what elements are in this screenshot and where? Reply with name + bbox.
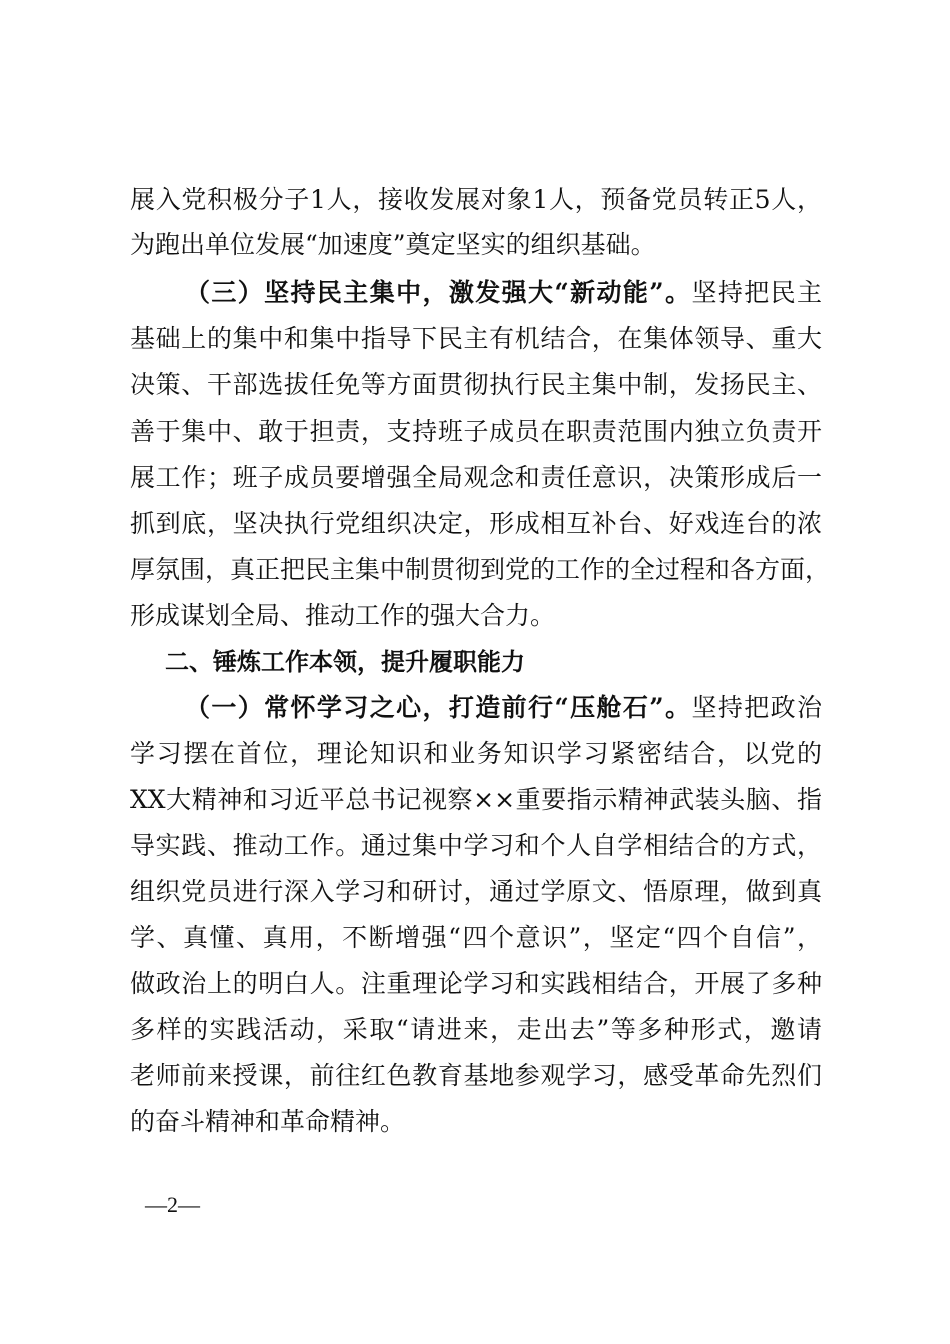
text-line: 学、真懂、真用，不断增强“四个意识”，坚定“四个自信”，: [130, 923, 822, 952]
text-span: 坚持把民主: [691, 278, 822, 307]
text-line: 学习摆在首位，理论知识和业务知识学习紧密结合，以党的: [130, 739, 822, 768]
text-line: 为跑出单位发展“加速度”奠定坚实的组织基础。: [130, 230, 656, 259]
subsection-heading: （三）坚持民主集中，激发强大“新动能”。: [185, 278, 692, 307]
text-line: 善于集中、敢于担责，支持班子成员在职责范围内独立负责开: [130, 417, 822, 446]
page-number: —2—: [145, 1192, 200, 1217]
text-line: 抓到底，坚决执行党组织决定，形成相互补台、好戏连台的浓: [130, 509, 822, 538]
text-line: 多样的实践活动，采取“请进来，走出去”等多种形式，邀请: [130, 1015, 822, 1044]
section-heading-line: [185, 685, 822, 731]
text-line: 老师前来授课，前往红色教育基地参观学习，感受革命先烈们: [130, 1061, 822, 1090]
text-line: 决策、干部选拔任免等方面贯彻执行民主集中制，发扬民主、: [130, 370, 822, 399]
section-heading-line: [185, 270, 822, 316]
text-line: 做政治上的明白人。注重理论学习和实践相结合，开展了多种: [130, 969, 822, 998]
text-line: 形成谋划全局、推动工作的强大合力。: [130, 601, 556, 630]
text-line: 的奋斗精神和革命精神。: [130, 1107, 406, 1136]
section-heading: 二、锤炼工作本领，提升履职能力: [165, 648, 525, 676]
subsection-heading: （一）常怀学习之心，打造前行“压舱石”。: [185, 693, 692, 722]
text-line: 展工作；班子成员要增强全局观念和责任意识，决策形成后一: [130, 463, 822, 492]
text-line: 组织党员进行深入学习和研讨，通过学原文、悟原理，做到真: [130, 877, 822, 906]
text-line: XX大精神和习近平总书记视察××重要指示精神武装头脑、指: [130, 785, 822, 814]
text-line: 厚氛围，真正把民主集中制贯彻到党的工作的全过程和各方面，: [130, 555, 831, 584]
text-line: 基础上的集中和集中指导下民主有机结合，在集体领导、重大: [130, 324, 822, 353]
text-line: 展入党积极分子1人，接收发展对象1人，预备党员转正5人，: [130, 185, 822, 214]
text-span: 坚持把政治: [691, 693, 822, 722]
text-line: 导实践、推动工作。通过集中学习和个人自学相结合的方式，: [130, 831, 822, 860]
